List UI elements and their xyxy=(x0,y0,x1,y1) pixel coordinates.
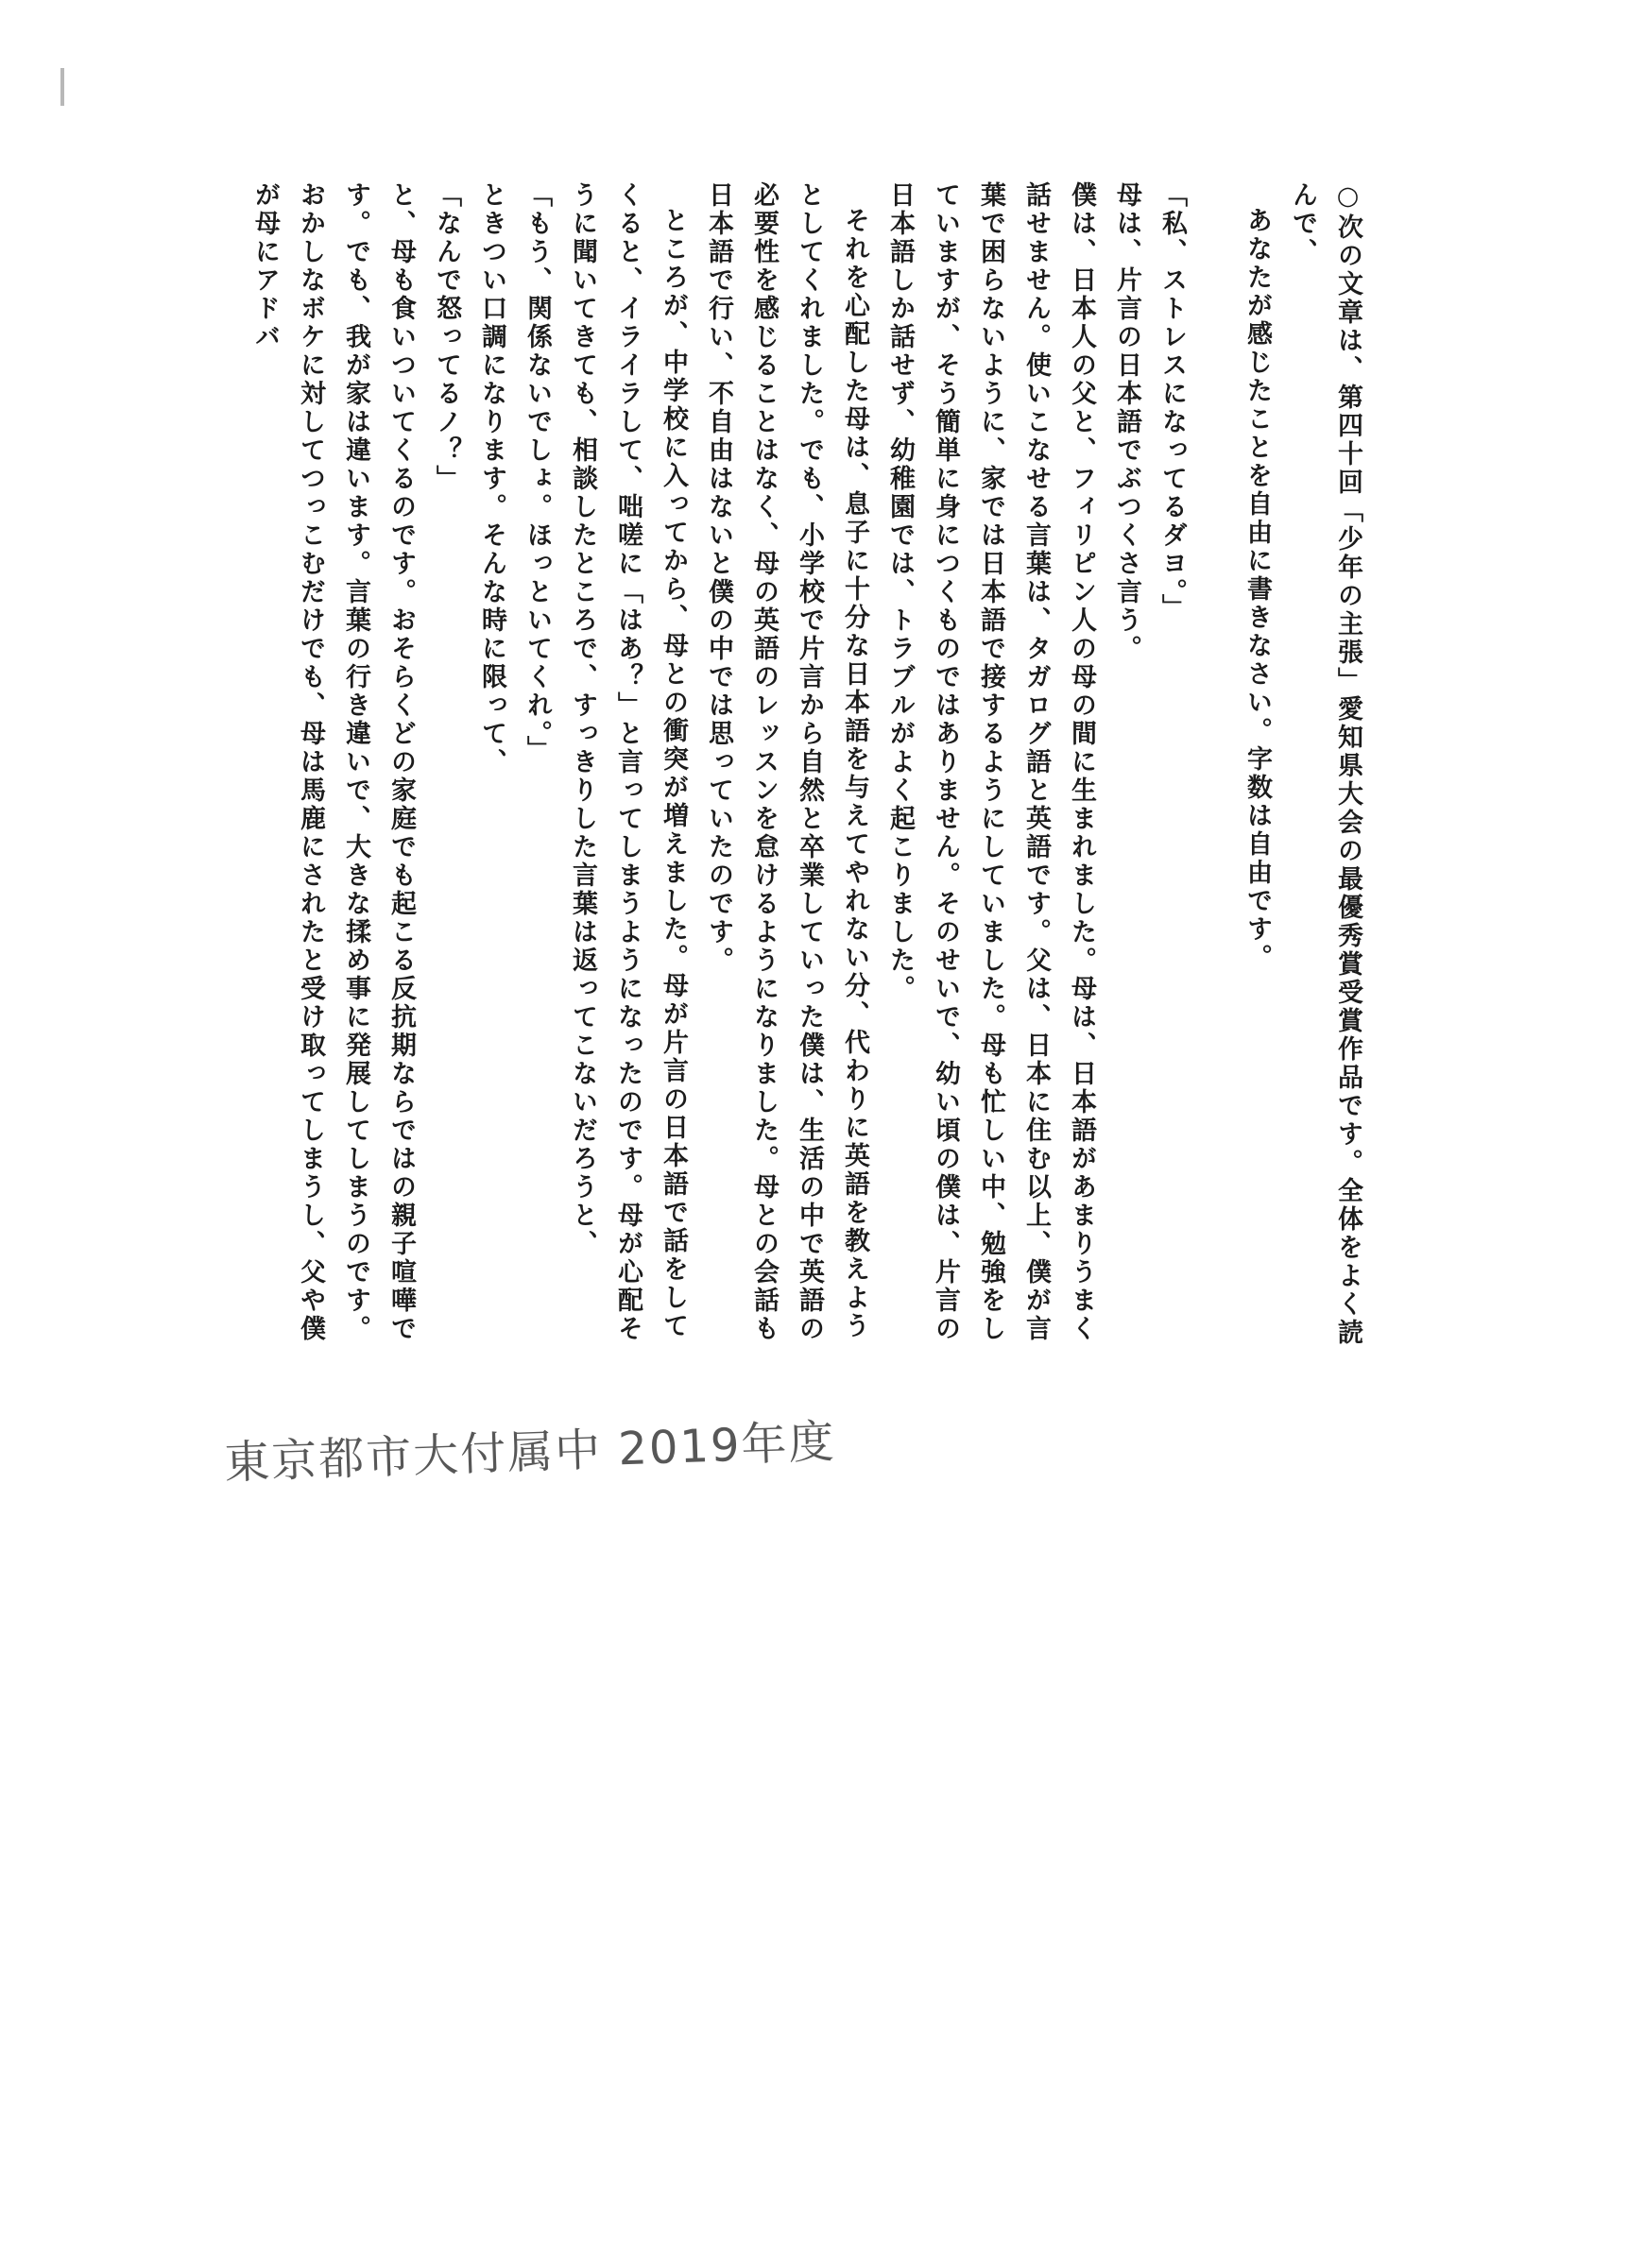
instruction-block xyxy=(1234,181,1370,1353)
vertical-text-block xyxy=(151,181,1370,1353)
paragraph: 「もう、関係ないでしょ。ほっといてくれ。」 xyxy=(523,181,552,764)
paragraph: 「なんで怒ってるノ？」 xyxy=(432,181,461,493)
paragraph: それを心配した母は、息子に十分な日本語を与えてやれない分、代わりに英語を教えようとしてくれました。でも、小学校で片言から自然と卒業していった僕は、生活の中で英語の必要性を感じることはなく、母の英語のレッスンを怠けるようになりました。母との会話も日本語で行い、不自由はないと僕の中では思っていたのです。 xyxy=(704,181,869,1343)
instruction-line: あなたが感じたことを自由に書きなさい。字数は自由です。 xyxy=(1242,207,1272,972)
paragraph: ときつい口調になります。そんな時に限って、 xyxy=(477,181,506,776)
instruction-line: ○次の文章は、第四十回「少年の主張」愛知県大会の最優秀賞受賞作品です。全体をよく読んで、 xyxy=(1288,181,1362,1347)
scan-mark xyxy=(60,68,64,106)
paragraph: と、母も食いついてくるのです。おそらくどの家庭でも起こる反抗期ならではの親子喧嘩です。でも、我が家は違います。言葉の行き違いで、大きな揉め事に発展してしまうのです。おかしなボケに対してつっこむだけでも、母は馬鹿にされたと受け取ってしまうし、父や僕が母にアドバ xyxy=(250,181,416,1343)
handwritten-source-note: 東京都市大付属中 2019年度 xyxy=(223,1415,837,1490)
paragraph: ところが、中学校に入ってから、母との衝突が増えました。母が片言の日本語で話をしてくると、イライラして、咄嗟に「はあ？」と言ってしまうようになったのです。母が心配そうに聞いてきても、相談したところで、すっきりした言葉は返ってこないだろうと、 xyxy=(568,181,688,1343)
paragraph: 僕は、日本人の父と、フィリピン人の母の間に生まれました。母は、日本語があまりうまく話せません。使いこなせる言葉は、タガログ語と英語です。父は、日本に住む以上、僕が言葉で困らないように、家では日本語で接するようにしていました。母も忙しい中、勉強をしていますが、そう簡単に身につくものではありません。そのせいで、幼い頃の僕は、片言の日本語しか話せず、幼稚園では、トラブルがよく起こりました。 xyxy=(885,181,1096,1343)
paragraph: 母は、片言の日本語でぶつくさ言う。 xyxy=(1112,181,1141,663)
paragraph: 「私、ストレスになってるダヨ。」 xyxy=(1157,181,1187,622)
